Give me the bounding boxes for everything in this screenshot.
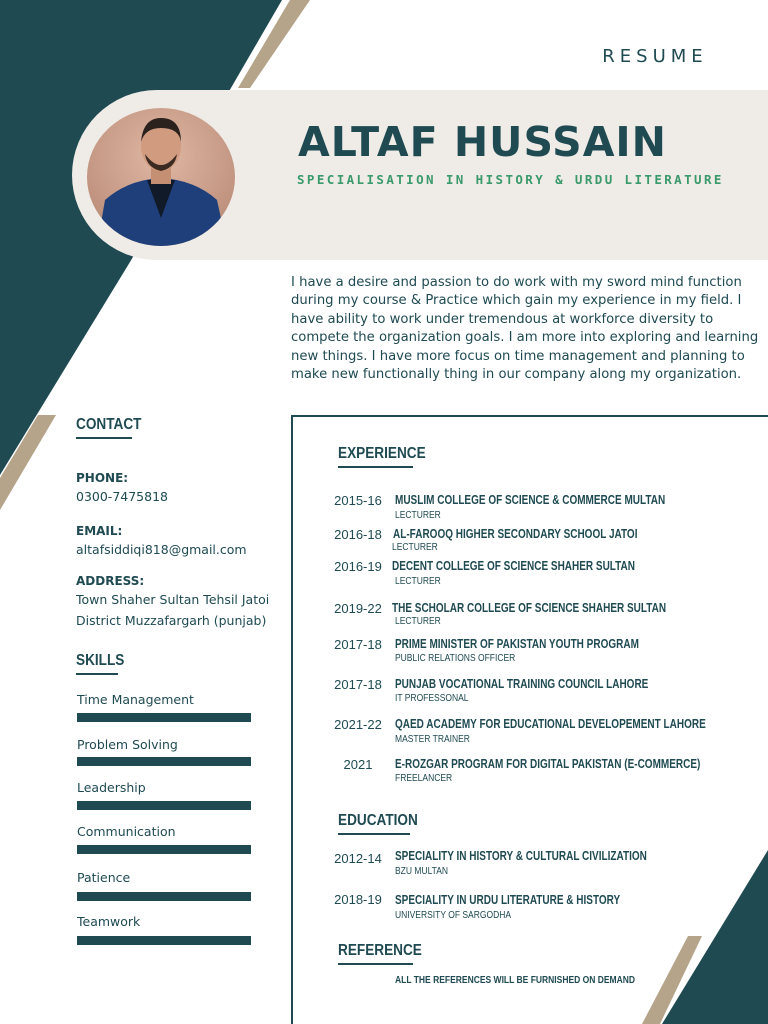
- experience-role: LECTURER: [395, 616, 441, 627]
- phone-label: PHONE:: [76, 471, 129, 485]
- skill-bar: [77, 713, 251, 722]
- skill-bar: [77, 757, 251, 766]
- experience-role: IT PROFESSONAL: [395, 693, 469, 704]
- experience-org: THE SCHOLAR COLLEGE OF SCIENCE SHAHER SULTAN: [392, 601, 667, 615]
- skills-heading: SKILLS: [76, 652, 125, 669]
- experience-role: FREELANCER: [395, 773, 453, 784]
- experience-org: DECENT COLLEGE OF SCIENCE SHAHER SULTAN: [392, 559, 635, 573]
- experience-years: 2021: [343, 757, 373, 772]
- education-title: SPECIALITY IN URDU LITERATURE & HISTORY: [395, 893, 621, 907]
- skill-label: Communication: [77, 824, 176, 839]
- education-years: 2018-19: [334, 892, 382, 907]
- experience-role: LECTURER: [395, 510, 441, 521]
- address-line-2: District Muzzafargarh (punjab): [76, 613, 267, 628]
- education-years: 2012-14: [334, 851, 382, 866]
- profile-summary: I have a desire and passion to do work with my sword mind function during my course & Practice which gain my experience in my field. I have ability to work under tremendous at workforce diversity to compete the organization goals. I am more into exploring and learning new things. I have more focus on time management and planning to make new functionally thing in our company along my organization.: [291, 275, 759, 383]
- experience-years: 2016-19: [334, 559, 382, 574]
- experience-years: 2021-22: [334, 717, 382, 732]
- skill-label: Problem Solving: [77, 737, 178, 752]
- experience-org: PUNJAB VOCATIONAL TRAINING COUNCIL LAHORE: [395, 677, 649, 691]
- experience-org: E-ROZGAR PROGRAM FOR DIGITAL PAKISTAN (E-COMMERCE): [395, 757, 701, 771]
- experience-role: PUBLIC RELATIONS OFFICER: [395, 653, 516, 664]
- education-heading: EDUCATION: [338, 812, 418, 829]
- experience-years: 2016-18: [334, 527, 382, 542]
- reference-text: ALL THE REFERENCES WILL BE FURNISHED ON DEMAND: [395, 975, 636, 986]
- resume-label: RESUME: [602, 46, 708, 67]
- phone-value: 0300-7475818: [76, 489, 168, 504]
- education-institution: UNIVERSITY OF SARGODHA: [395, 910, 512, 921]
- experience-underline: [338, 466, 413, 468]
- address-line-1: Town Shaher Sultan Tehsil Jatoi: [76, 592, 270, 607]
- education-underline: [338, 833, 410, 835]
- skills-underline: [76, 673, 118, 675]
- experience-org: AL-FAROOQ HIGHER SECONDARY SCHOOL JATOI: [393, 527, 638, 541]
- experience-role: LECTURER: [395, 576, 441, 587]
- experience-org: MUSLIM COLLEGE OF SCIENCE & COMMERCE MULTAN: [395, 493, 666, 507]
- email-value: altafsiddiqi818@gmail.com: [76, 542, 247, 557]
- address-label: ADDRESS:: [76, 574, 145, 588]
- candidate-name: ALTAF HUSSAIN: [298, 118, 667, 166]
- education-title: SPECIALITY IN HISTORY & CULTURAL CIVILIZATION: [395, 849, 647, 863]
- experience-role: LECTURER: [392, 542, 438, 553]
- skill-bar: [77, 936, 251, 945]
- email-label: EMAIL:: [76, 524, 123, 538]
- education-institution: BZU MULTAN: [395, 866, 449, 877]
- contact-heading: CONTACT: [76, 416, 142, 433]
- skill-label: Leadership: [77, 780, 146, 795]
- experience-years: 2017-18: [334, 637, 382, 652]
- reference-underline: [338, 963, 413, 965]
- profile-photo: [87, 108, 235, 246]
- skill-bar: [77, 801, 251, 810]
- specialisation: SPECIALISATION IN HISTORY & URDU LITERATURE: [297, 172, 724, 187]
- experience-years: 2019-22: [334, 601, 382, 616]
- skill-label: Time Management: [77, 692, 194, 707]
- experience-role: MASTER TRAINER: [395, 734, 470, 745]
- skill-label: Teamwork: [77, 914, 141, 929]
- experience-org: QAED ACADEMY FOR EDUCATIONAL DEVELOPEMENT LAHORE: [395, 717, 706, 731]
- skill-bar: [77, 892, 251, 901]
- experience-years: 2017-18: [334, 677, 382, 692]
- experience-years: 2015-16: [334, 493, 382, 508]
- skill-bar: [77, 845, 251, 854]
- experience-org: PRIME MINISTER OF PAKISTAN YOUTH PROGRAM: [395, 637, 639, 651]
- reference-heading: REFERENCE: [338, 942, 422, 959]
- experience-heading: EXPERIENCE: [338, 445, 426, 462]
- contact-underline: [76, 437, 132, 439]
- skill-label: Patience: [77, 870, 131, 885]
